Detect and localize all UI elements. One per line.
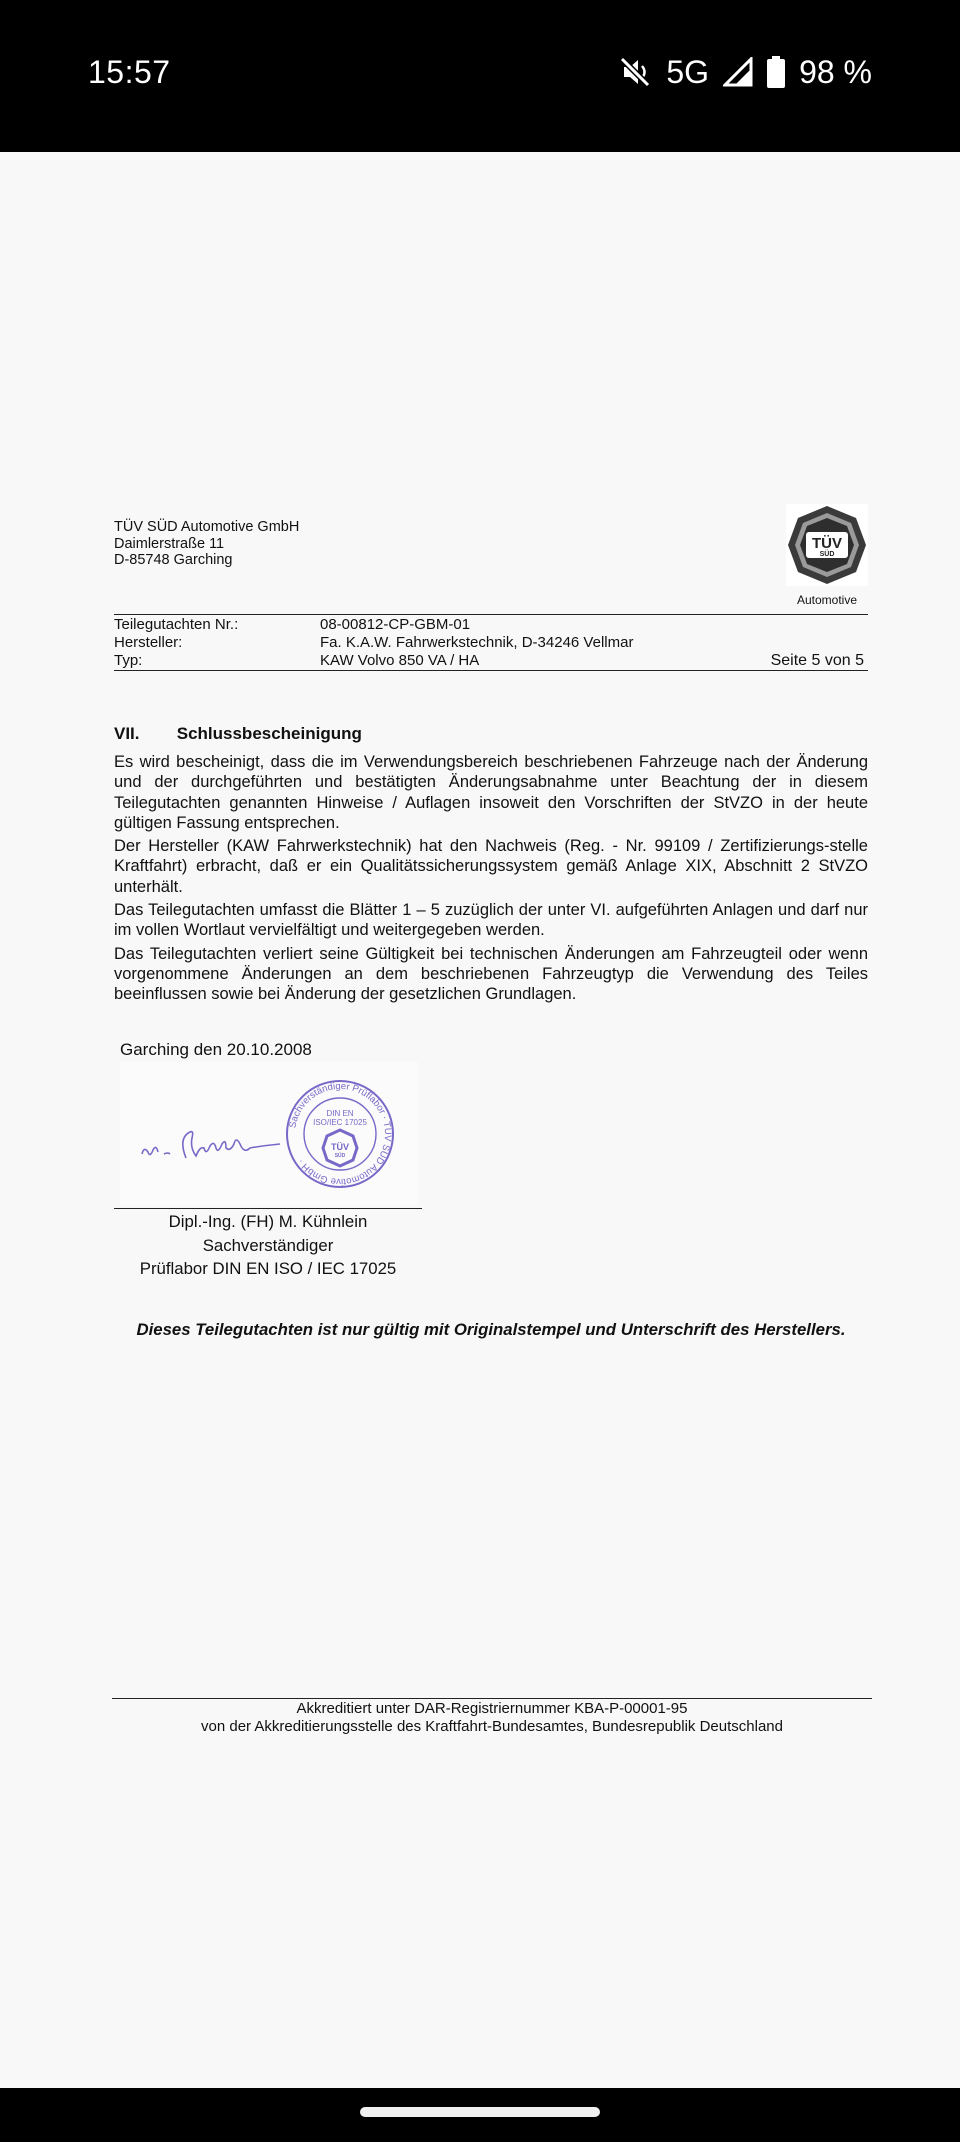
signatory-block — [114, 1210, 422, 1281]
type-value: KAW Volvo 850 VA / HA — [320, 652, 480, 669]
signatory-name: Dipl.-Ing. (FH) M. Kühnlein — [168, 1212, 368, 1231]
footer-rule — [112, 1698, 872, 1699]
certificate-body — [114, 752, 868, 1008]
svg-text:SÜD: SÜD — [334, 1153, 346, 1159]
accreditation-footer — [112, 1700, 872, 1736]
tuv-logo-icon — [786, 504, 868, 586]
issuer-address — [114, 519, 299, 569]
validity-note: Dieses Teilegutachten ist nur gültig mit Originalstempel und Unterschrift des Herstellers. — [136, 1320, 846, 1339]
report-number-label: Teilegutachten Nr.: — [114, 616, 239, 633]
svg-text:SÜD: SÜD — [819, 551, 835, 558]
svg-text:ISO/IEC 17025: ISO/IEC 17025 — [313, 1118, 367, 1127]
type-row — [114, 652, 868, 670]
network-type: 5G — [666, 53, 710, 90]
battery-icon — [767, 56, 785, 88]
section-heading — [114, 724, 362, 744]
manufacturer-value: Fa. K.A.W. Fahrwerkstechnik, D-34246 Vellmar — [320, 634, 634, 651]
svg-text:TÜV: TÜV — [812, 535, 842, 552]
manufacturer-label: Hersteller: — [114, 634, 183, 651]
issuer-street: Daimlerstraße 11 — [114, 535, 225, 552]
header-bottom-rule — [114, 670, 868, 671]
report-number-value: 08-00812-CP-GBM-01 — [320, 616, 471, 633]
status-bar — [0, 0, 960, 152]
official-stamp — [287, 1081, 393, 1187]
battery-level: 98 % — [799, 53, 872, 90]
signature-stamp-area — [120, 1062, 418, 1206]
logo-caption: Automotive — [796, 593, 858, 607]
header-top-rule — [114, 614, 868, 615]
issuer-name: TÜV SÜD Automotive GmbH — [114, 519, 300, 535]
paragraph: Es wird bescheinigt, dass die im Verwendungsbereich beschriebenen Fahrzeuge nach der Änderung und der durchgeführten und bestätigten Änderungsabnahme unter Beachtung der in diesem Teilegutachten genannten Hinweise / Auflagen insoweit den Vorschriften der StVZO in der heute gültigen Fassung entsprechen. — [114, 753, 868, 832]
signature-line — [114, 1208, 422, 1209]
section-title: Schlussbescheinigung — [176, 724, 362, 743]
svg-text:DIN EN: DIN EN — [326, 1109, 354, 1118]
signature-image — [120, 1062, 418, 1206]
status-icons — [618, 52, 872, 92]
home-gesture-handle[interactable] — [360, 2107, 600, 2117]
tuv-logo — [786, 504, 868, 607]
place-date: Garching den 20.10.2008 — [120, 1040, 312, 1059]
status-time: 15:57 — [88, 54, 171, 90]
page-indicator: Seite 5 von 5 — [770, 652, 864, 669]
paragraph: Das Teilegutachten umfasst die Blätter 1 – 5 zuzüglich der unter VI. aufgeführten Anlagen und darf nur im vollen Wortlaut vervielfältigt und weitergegeben werden. — [114, 901, 868, 940]
svg-text:Sachverständiger Prüflabor · T: Sachverständiger Prüflabor · TÜV SÜD Automotive GmbH · — [287, 1080, 394, 1188]
footer-line-2: von der Akkreditierungsstelle des Kraftfahrt-Bundesamtes, Bundesrepublik Deutschland — [201, 1718, 783, 1735]
mute-icon — [618, 55, 652, 89]
signatory-role: Sachverständiger — [202, 1235, 334, 1255]
report-header — [114, 616, 868, 670]
paragraph: Das Teilegutachten verliert seine Gültigkeit bei technischen Änderungen am Fahrzeugteil oder wenn vorgenommene Änderungen an dem beschriebenen Fahrzeugtyp die Verwendung des Teiles beeinflussen sowie bei Änderung der gesetzlichen Grundlagen. — [114, 944, 868, 1004]
section-number: VII. — [114, 724, 140, 743]
paragraph: Der Hersteller (KAW Fahrwerkstechnik) hat den Nachweis (Reg. - Nr. 99109 / Zertifizierungs-stelle Kraftfahrt) erbracht, daß er ein Qualitätssicherungssystem gemäß Anlage XIX, Abschnitt 2 StVZO unterhält. — [114, 837, 868, 896]
signatory-lab: Prüflabor DIN EN ISO / IEC 17025 — [139, 1259, 397, 1278]
issuer-city: D-85748 Garching — [114, 552, 233, 568]
manufacturer-row — [114, 634, 868, 652]
type-label: Typ: — [114, 652, 143, 669]
report-number-row — [114, 616, 868, 634]
svg-text:TÜV: TÜV — [331, 1142, 349, 1152]
signal-icon — [723, 57, 753, 87]
footer-line-1: Akkreditiert unter DAR-Registriernummer KBA-P-00001-95 — [296, 1700, 688, 1717]
